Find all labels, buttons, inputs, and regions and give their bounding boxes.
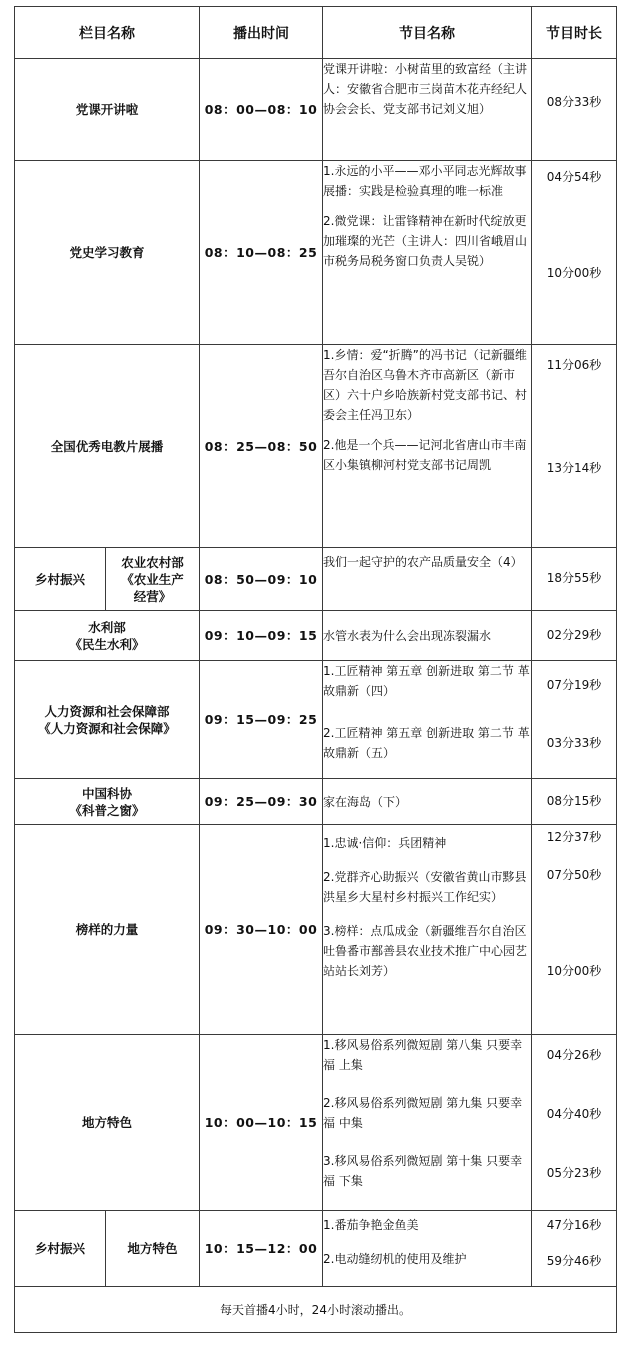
sub-column-name: 地方特色 bbox=[106, 1211, 200, 1287]
duration: 07分50秒 bbox=[546, 868, 602, 882]
duration: 03分33秒 bbox=[546, 736, 602, 750]
column-name: 党课开讲啦 bbox=[15, 59, 200, 161]
air-time: 10：00—10：15 bbox=[200, 1035, 323, 1211]
footer-row bbox=[15, 1287, 617, 1333]
program-item: 1.工匠精神 第五章 创新进取 第二节 革故鼎新（四） bbox=[323, 664, 530, 698]
duration-cell bbox=[532, 611, 617, 661]
table-row bbox=[15, 59, 617, 161]
table-row bbox=[15, 548, 617, 611]
air-time: 08：50—09：10 bbox=[200, 548, 323, 611]
program-item: 党课开讲啦：小树苗里的致富经（主讲人：安徽省合肥市三岗苗木花卉经纪人协会会长、党支部书记刘义旭） bbox=[323, 62, 528, 116]
table-row bbox=[15, 1211, 617, 1287]
duration: 59分46秒 bbox=[546, 1254, 602, 1268]
duration-cell bbox=[532, 548, 617, 611]
program-item: 3.榜样：点瓜成金（新疆维吾尔自治区吐鲁番市鄯善县农业技术推广中心园艺站站长刘芳） bbox=[323, 924, 528, 978]
program-cell bbox=[323, 661, 532, 779]
sub-column-line: 经营》 bbox=[133, 588, 172, 604]
schedule-table bbox=[14, 6, 617, 1333]
program-item: 2.微党课：让雷锋精神在新时代绽放更加璀璨的光芒（主讲人：四川省峨眉山市税务局税务窗口负责人吴锐） bbox=[323, 214, 528, 268]
program-item: 2.他是一个兵——记河北省唐山市丰南区小集镇柳河村党支部书记周凯 bbox=[323, 438, 527, 472]
program-item: 1.乡情：爱“折腾”的冯书记（记新疆维吾尔自治区乌鲁木齐市高新区（新市区）六十户乡哈族新村党支部书记、村委会主任冯卫东） bbox=[323, 348, 528, 422]
duration-cell bbox=[532, 345, 617, 548]
duration: 12分37秒 bbox=[546, 830, 602, 844]
duration: 08分15秒 bbox=[546, 794, 602, 808]
program-cell bbox=[323, 161, 532, 345]
program-cell bbox=[323, 825, 532, 1035]
air-time: 08：00—08：10 bbox=[200, 59, 323, 161]
duration: 18分55秒 bbox=[546, 571, 602, 585]
column-name: 全国优秀电教片展播 bbox=[15, 345, 200, 548]
duration: 07分19秒 bbox=[546, 678, 602, 692]
program-item: 1.移风易俗系列微短剧 第八集 只要幸福 上集 bbox=[323, 1038, 523, 1072]
duration-cell bbox=[532, 59, 617, 161]
program-cell bbox=[323, 345, 532, 548]
program-item: 我们一起守护的农产品质量安全（4） bbox=[323, 555, 523, 569]
column-name: 党史学习教育 bbox=[15, 161, 200, 345]
program-item: 1.永远的小平——邓小平同志光辉故事展播：实践是检验真理的唯一标准 bbox=[323, 164, 527, 198]
column-name-line: 《民生水利》 bbox=[69, 636, 145, 652]
program-item: 2.移风易俗系列微短剧 第九集 只要幸福 中集 bbox=[323, 1096, 523, 1130]
column-name: 乡村振兴 bbox=[15, 548, 106, 611]
column-name: 地方特色 bbox=[15, 1035, 200, 1211]
header-row bbox=[15, 7, 617, 59]
duration-cell bbox=[532, 661, 617, 779]
duration: 11分06秒 bbox=[546, 358, 602, 372]
program-item: 1.番茄争艳金鱼美 bbox=[323, 1218, 419, 1232]
program-cell bbox=[323, 779, 532, 825]
duration: 10分00秒 bbox=[546, 964, 602, 978]
duration: 02分29秒 bbox=[546, 628, 602, 642]
column-name-line: 《科普之窗》 bbox=[69, 802, 145, 818]
air-time: 09：30—10：00 bbox=[200, 825, 323, 1035]
duration: 04分40秒 bbox=[546, 1107, 602, 1121]
header-program-name: 节目名称 bbox=[323, 7, 532, 59]
air-time: 08：25—08：50 bbox=[200, 345, 323, 548]
column-name-line: 《人力资源和社会保障》 bbox=[38, 720, 176, 736]
sub-column-name bbox=[106, 548, 200, 611]
duration-cell bbox=[532, 825, 617, 1035]
duration: 13分14秒 bbox=[546, 461, 602, 475]
duration: 04分26秒 bbox=[546, 1048, 602, 1062]
column-name-line: 水利部 bbox=[88, 619, 126, 635]
header-column-name: 栏目名称 bbox=[15, 7, 200, 59]
duration: 04分54秒 bbox=[546, 170, 602, 184]
duration-cell bbox=[532, 779, 617, 825]
column-name bbox=[15, 779, 200, 825]
air-time: 09：25—09：30 bbox=[200, 779, 323, 825]
program-cell bbox=[323, 611, 532, 661]
table-row bbox=[15, 779, 617, 825]
duration-cell bbox=[532, 1211, 617, 1287]
table-row bbox=[15, 345, 617, 548]
air-time: 10：15—12：00 bbox=[200, 1211, 323, 1287]
sub-column-line: 农业农村部 bbox=[121, 554, 184, 570]
duration-cell bbox=[532, 161, 617, 345]
column-name: 榜样的力量 bbox=[15, 825, 200, 1035]
program-cell bbox=[323, 1211, 532, 1287]
duration-cell bbox=[532, 1035, 617, 1211]
air-time: 08：10—08：25 bbox=[200, 161, 323, 345]
column-name: 乡村振兴 bbox=[15, 1211, 106, 1287]
duration: 05分23秒 bbox=[546, 1166, 602, 1180]
program-cell bbox=[323, 59, 532, 161]
program-item: 2.电动缝纫机的使用及维护 bbox=[323, 1252, 467, 1266]
column-name-line: 人力资源和社会保障部 bbox=[44, 703, 170, 719]
footer-note: 每天首播4小时，24小时滚动播出。 bbox=[15, 1287, 617, 1333]
duration: 08分33秒 bbox=[546, 95, 602, 109]
table-row bbox=[15, 161, 617, 345]
header-duration: 节目时长 bbox=[532, 7, 617, 59]
air-time: 09：10—09：15 bbox=[200, 611, 323, 661]
column-name-line: 中国科协 bbox=[81, 785, 132, 801]
program-cell bbox=[323, 548, 532, 611]
sub-column-line: 《农业生产 bbox=[121, 571, 184, 587]
table-row bbox=[15, 825, 617, 1035]
program-cell bbox=[323, 1035, 532, 1211]
program-item: 2.党群齐心助振兴（安徽省黄山市黟县洪星乡大星村乡村振兴工作纪实） bbox=[323, 870, 527, 904]
table-row bbox=[15, 1035, 617, 1211]
program-item: 家在海岛（下） bbox=[323, 794, 408, 809]
table-row bbox=[15, 661, 617, 779]
header-air-time: 播出时间 bbox=[200, 7, 323, 59]
table-row bbox=[15, 611, 617, 661]
air-time: 09：15—09：25 bbox=[200, 661, 323, 779]
duration: 47分16秒 bbox=[546, 1218, 602, 1232]
column-name bbox=[15, 611, 200, 661]
column-name bbox=[15, 661, 200, 779]
program-item: 3.移风易俗系列微短剧 第十集 只要幸福 下集 bbox=[323, 1154, 523, 1188]
program-item: 1.忠诚·信仰：兵团精神 bbox=[323, 836, 447, 850]
program-item: 2.工匠精神 第五章 创新进取 第二节 革故鼎新（五） bbox=[323, 726, 530, 760]
duration: 10分00秒 bbox=[546, 266, 602, 280]
program-item: 水管水表为什么会出现冻裂漏水 bbox=[323, 628, 492, 643]
